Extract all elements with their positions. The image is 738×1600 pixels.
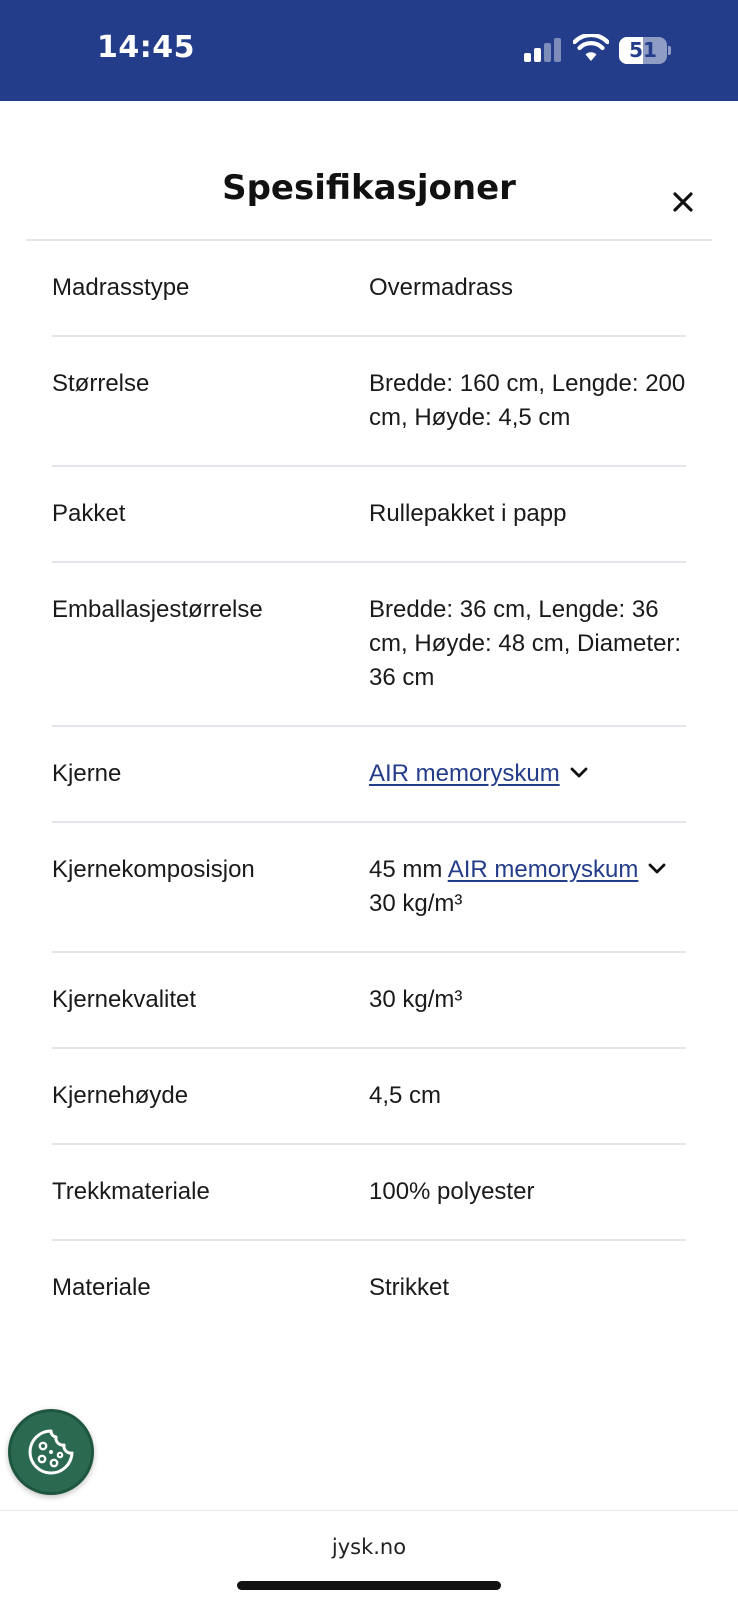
cellular-signal-icon bbox=[524, 38, 562, 62]
home-indicator[interactable] bbox=[237, 1581, 501, 1590]
kjernekomposisjon-info-link[interactable]: AIR memoryskum bbox=[447, 856, 639, 883]
spec-value: Strikket bbox=[369, 1274, 450, 1301]
kjerne-info-link[interactable]: AIR memoryskum bbox=[369, 760, 560, 787]
status-time: 14:45 bbox=[97, 30, 195, 65]
spec-row-emballasjestorrelse bbox=[52, 563, 686, 727]
chevron-down-icon[interactable] bbox=[648, 863, 666, 875]
spec-list bbox=[52, 241, 686, 1335]
close-icon bbox=[673, 192, 693, 212]
spec-value: Bredde: 36 cm, Lengde: 36 cm, Høyde: 48 cm, Diameter: 36 cm bbox=[369, 596, 682, 691]
spec-row-kjerne bbox=[52, 727, 686, 823]
wifi-icon bbox=[573, 34, 609, 62]
spec-label: Kjernehøyde bbox=[52, 1082, 189, 1109]
composition-thickness: 45 mm bbox=[369, 856, 443, 883]
spec-row-materiale bbox=[52, 1241, 686, 1335]
cookie-settings-button[interactable] bbox=[8, 1409, 94, 1495]
sheet-title: Spesifikasjoner bbox=[222, 168, 516, 208]
spec-value: 100% polyester bbox=[369, 1178, 535, 1205]
spec-row-kjernehoyde bbox=[52, 1049, 686, 1145]
spec-label: Materiale bbox=[52, 1274, 151, 1301]
spec-row-madrasstype bbox=[52, 241, 686, 337]
chevron-down-icon[interactable] bbox=[570, 767, 588, 779]
spec-value: Rullepakket i papp bbox=[369, 500, 567, 527]
spec-value: 30 kg/m³ bbox=[369, 986, 463, 1013]
spec-label: Kjernekvalitet bbox=[52, 986, 197, 1013]
spec-value: Overmadrass bbox=[369, 274, 514, 301]
spec-label: Trekkmateriale bbox=[52, 1178, 210, 1205]
spec-label: Kjernekomposisjon bbox=[52, 856, 255, 883]
close-button[interactable] bbox=[666, 185, 700, 219]
spec-row-kjernekomposisjon bbox=[52, 823, 686, 953]
spec-value bbox=[369, 853, 686, 921]
composition-density: 30 kg/m³ bbox=[369, 890, 463, 917]
spec-row-trekkmateriale bbox=[52, 1145, 686, 1241]
spec-value: Bredde: 160 cm, Lengde: 200 cm, Høyde: 4,5 cm bbox=[369, 370, 686, 431]
spec-label: Emballasjestørrelse bbox=[52, 596, 263, 623]
spec-value bbox=[369, 757, 686, 791]
url-label[interactable]: jysk.no bbox=[331, 1535, 407, 1559]
cookie-icon bbox=[25, 1426, 77, 1478]
spec-label: Pakket bbox=[52, 500, 126, 527]
status-bar bbox=[0, 0, 738, 101]
battery-percent: 51 bbox=[629, 38, 657, 62]
spec-row-storrelse bbox=[52, 337, 686, 467]
spec-row-kjernekvalitet bbox=[52, 953, 686, 1049]
spec-label: Madrasstype bbox=[52, 274, 190, 301]
spec-label: Størrelse bbox=[52, 370, 150, 397]
spec-label: Kjerne bbox=[52, 760, 122, 787]
browser-bottom-bar bbox=[0, 1510, 738, 1600]
spec-value: 4,5 cm bbox=[369, 1082, 442, 1109]
spec-row-pakket bbox=[52, 467, 686, 563]
battery-icon bbox=[619, 37, 671, 64]
